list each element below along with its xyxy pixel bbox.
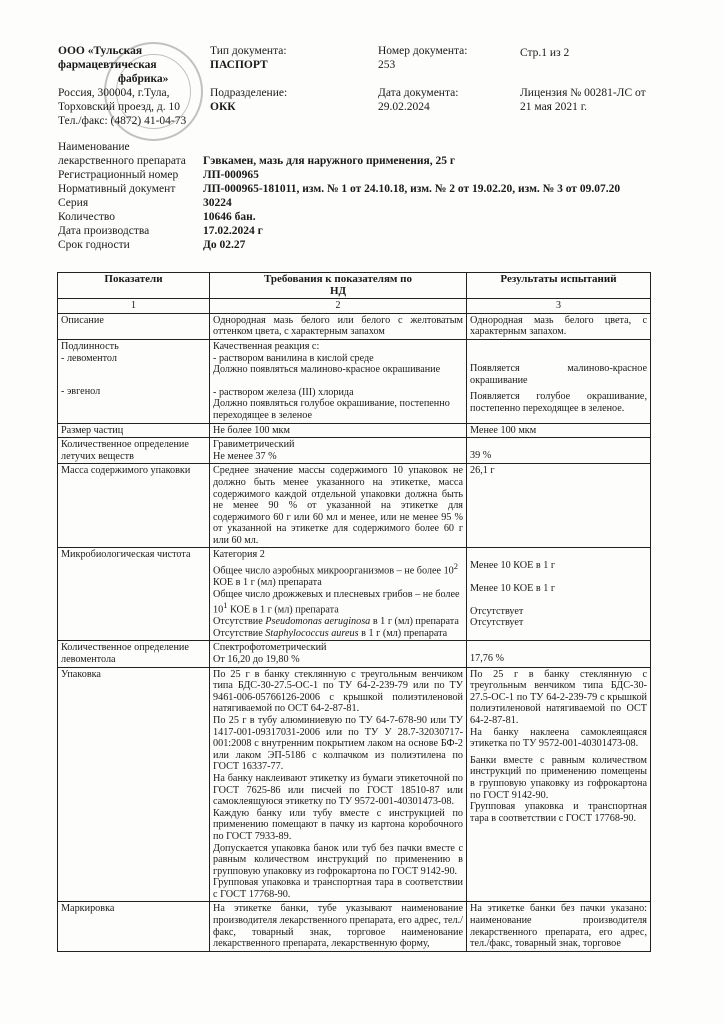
row-result: Менее 10 КОЕ в 1 г Менее 10 КОЕ в 1 г Отсутствует Отсутствует	[467, 548, 651, 641]
doc-number: Номер документа: 253	[378, 45, 468, 71]
table-row	[58, 339, 651, 423]
table-row	[58, 548, 651, 641]
table-row	[58, 902, 651, 951]
meta-row: Дата производства 17.02.2024 г	[58, 225, 263, 237]
row-requirement: По 25 г в банку стеклянную с треугольным венчиком типа БДС-30-27.5-ОС-1 по ТУ 64-2-239-79 или по ТУ 9461-006-05766126-2006 с крышкой полиэтиленовой натягиваемой по ОСТ 64-2-87-81. По 25 г в тубу алюминиевую по ТУ 64-7-678-90 или ТУ 1417-001-09317031-2006 или по ТУ У 28.7-32030717-001:2008 с внутренним покрытием лаком на основе БФ-2 или лаком ЭП-5186 с колпачком из полиэтилена по ГОСТ 16337-77. На банку наклеивают этикетку из бумаги этикеточной по ГОСТ 7625-86 или писчей по ГОСТ 18510-87 или самоклеящуюся этикетку по ТУ 9572-001-40301473-08. Каждую банку или тубу вместе с инструкцией по применению помещают в пачку из картона коробочного по ГОСТ 7933-89. Допускается упаковка банок или туб без пачки вместе с равным количеством инструкций по применению в групповую упаковку из гофрокартона по ГОСТ 9142-90. Групповая упаковка и транспортная тара в соответствии с ГОСТ 17768-90.	[210, 667, 467, 902]
row-result: 26,1 г	[467, 464, 651, 548]
row-requirement: Качественная реакция с: - раствором ванилина в кислой среде Должно появляться малиново-красное окрашивание - раствором железа (III) хлорида Должно появляться голубое окрашивание, постепенно переходящее в зеленое	[210, 339, 467, 423]
specification-table	[57, 272, 651, 952]
meta-row: лекарственного препарата Гэвкамен, мазь для наружного применения, 25 г	[58, 155, 456, 167]
company-address: Россия, 300004, г.Тула, Торховский проезд, д. 10 Тел./факс: (4872) 41-04-73	[58, 87, 187, 127]
row-requirement: Спектрофотометрический От 16,20 до 19,80 %	[210, 641, 467, 667]
row-name: Размер частиц	[58, 423, 210, 438]
meta-row: Срок годности До 02.27	[58, 239, 246, 251]
row-result: На этикетке банки без пачки указано: наименование производителя лекарственного препарата, его адрес, тел./факс, товарный знак, торговое	[467, 902, 651, 951]
row-result: 39 %	[467, 438, 651, 464]
license: Лицензия № 00281-ЛС от 21 мая 2021 г.	[520, 87, 646, 113]
department: Подразделение: ОКК	[210, 87, 288, 113]
product-meta	[58, 140, 678, 252]
row-requirement: На этикетке банки, тубе указывают наименование производителя лекарственного препарата, его адрес, тел./факс, товарный знак, торговое наименование лекарственного препарата, лекарственную форму,	[210, 902, 467, 951]
table-row	[58, 641, 651, 667]
row-requirement: Среднее значение массы содержимого 10 упаковок не должно быть менее указанного на этикетке, масса содержимого каждой отдельной упаковки должна быть не менее 90 % от указанной на этикетке для содержимого 60 г или 60 мл и менее, или не менее 95 % от указанной на этикетке для содержимого более 60 г или 60 мл.	[210, 464, 467, 548]
row-name: Микробиологическая чистота	[58, 548, 210, 641]
row-name: Количественное определение левоментола	[58, 641, 210, 667]
table-row	[58, 423, 651, 438]
table-row	[58, 464, 651, 548]
col-header-results: Результаты испытаний	[467, 273, 651, 299]
row-result: Однородная мазь белого цвета, с характерным запахом.	[467, 313, 651, 339]
meta-row: Наименование	[58, 141, 130, 153]
row-result: Менее 100 мкм	[467, 423, 651, 438]
column-number-row: 1 2 3	[58, 299, 651, 314]
row-requirement: Не более 100 мкм	[210, 423, 467, 438]
company-name: ООО «Тульская фармацевтическая фабрика»	[58, 45, 169, 85]
table-row	[58, 667, 651, 902]
row-result: Появляется малиново-красное окрашивание Появляется голубое окрашивание, постепенно переходящее в зеленое.	[467, 339, 651, 423]
row-requirement: Однородная мазь белого или белого с желтоватым оттенком цвета, с характерным запахом	[210, 313, 467, 339]
table-header-row	[58, 273, 651, 299]
doc-type: Тип документа: ПАСПОРТ	[210, 45, 287, 71]
meta-row: Нормативный документ ЛП-000965-181011, изм. № 1 от 24.10.18, изм. № 2 от 19.02.20, изм. № 3 от 09.07.20	[58, 183, 621, 195]
col-header-requirements: Требования к показателям по НД	[210, 273, 467, 299]
row-name: Количественное определение летучих веществ	[58, 438, 210, 464]
meta-row: Регистрационный номер ЛП-000965	[58, 169, 259, 181]
table-row	[58, 438, 651, 464]
page-counter: Стр.1 из 2	[520, 47, 570, 59]
meta-row: Количество 10646 бан.	[58, 211, 256, 223]
row-name: Масса содержимого упаковки	[58, 464, 210, 548]
meta-row: Серия 30224	[58, 197, 232, 209]
row-name: Описание	[58, 313, 210, 339]
row-result: 17,76 %	[467, 641, 651, 667]
row-name: Подлинность - левоментол - эвгенол	[58, 339, 210, 423]
row-name: Маркировка	[58, 902, 210, 951]
row-result: По 25 г в банку стеклянную с треугольным венчиком типа БДС-30-27.5-ОС-1 по ТУ 64-2-239-79 с крышкой полиэтиленовой натягиваемой по ОСТ 64-2-87-81. На банку наклеена самоклеящаяся этикетка по ТУ 9572-001-40301473-08. Банки вместе с равным количеством инструкций по применению помещены в групповую упаковку из гофрокартона по ГОСТ 9142-90. Групповая упаковка и транспортная тара в соответствии с ГОСТ 17768-90.	[467, 667, 651, 902]
col-header-indicators: Показатели	[58, 273, 210, 299]
row-requirement: Категория 2 Общее число аэробных микроорганизмов – не более $10^2$ КОЕ в 1 г (мл) препарата Общее число дрожжевых и плесневых грибов – не более $10^1$ КОЕ в 1 г (мл) препарата Отсутствие Pseudomonas aeruginosa в 1 г (мл) препарата Отсутствие Staphylococcus aureus в 1 г (мл) препарата	[210, 548, 467, 641]
row-name: Упаковка	[58, 667, 210, 902]
doc-date: Дата документа: 29.02.2024	[378, 87, 459, 113]
table-row	[58, 313, 651, 339]
row-requirement: Гравиметрический Не менее 37 %	[210, 438, 467, 464]
